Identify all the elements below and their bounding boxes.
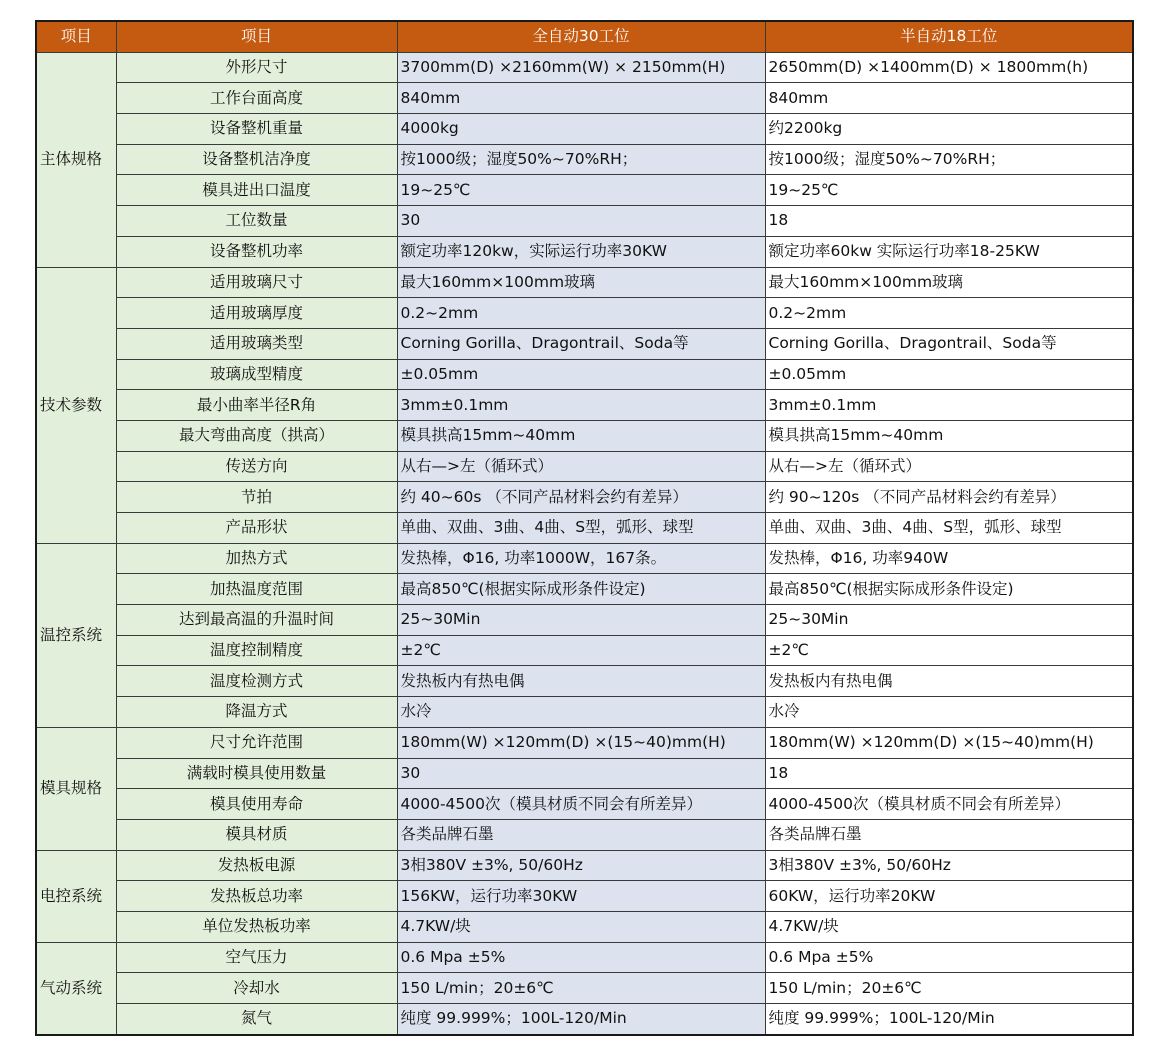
spec-table <box>35 20 1134 1036</box>
semi-auto-value-cell: 4.7KW/块 <box>765 911 1133 942</box>
header-full-auto-30: 全自动30工位 <box>397 21 765 52</box>
full-auto-value-cell: 0.2~2mm <box>397 298 765 329</box>
full-auto-value-cell: 0.6 Mpa ±5% <box>397 942 765 973</box>
item-name-cell: 模具进出口温度 <box>116 175 397 206</box>
full-auto-value-cell: 30 <box>397 758 765 789</box>
full-auto-value-cell: Corning Gorilla、Dragontrail、Soda等 <box>397 328 765 359</box>
table-row <box>36 574 1133 605</box>
full-auto-value-cell: 4000-4500次（模具材质不同会有所差异） <box>397 789 765 820</box>
semi-auto-value-cell: 4000-4500次（模具材质不同会有所差异） <box>765 789 1133 820</box>
item-name-cell: 温度检测方式 <box>116 666 397 697</box>
full-auto-value-cell: 3mm±0.1mm <box>397 390 765 421</box>
table-row <box>36 727 1133 758</box>
table-row <box>36 451 1133 482</box>
full-auto-value-cell: 额定功率120kw，实际运行功率30KW <box>397 236 765 267</box>
semi-auto-value-cell: 2650mm(D) ×1400mm(D) × 1800mm(h) <box>765 52 1133 83</box>
item-name-cell: 满载时模具使用数量 <box>116 758 397 789</box>
semi-auto-value-cell: 0.2~2mm <box>765 298 1133 329</box>
table-row <box>36 144 1133 175</box>
semi-auto-value-cell: 各类品牌石墨 <box>765 819 1133 850</box>
semi-auto-value-cell: ±2℃ <box>765 635 1133 666</box>
item-name-cell: 发热板电源 <box>116 850 397 881</box>
item-name-cell: 产品形状 <box>116 513 397 544</box>
semi-auto-value-cell: 从右—>左（循环式） <box>765 451 1133 482</box>
semi-auto-value-cell: 18 <box>765 758 1133 789</box>
full-auto-value-cell: 单曲、双曲、3曲、4曲、S型，弧形、球型 <box>397 513 765 544</box>
semi-auto-value-cell: 840mm <box>765 83 1133 114</box>
semi-auto-value-cell: 19~25℃ <box>765 175 1133 206</box>
header-semi-auto-18: 半自动18工位 <box>765 21 1133 52</box>
full-auto-value-cell: 最高850℃(根据实际成形条件设定) <box>397 574 765 605</box>
table-row <box>36 942 1133 973</box>
table-row <box>36 543 1133 574</box>
full-auto-value-cell: 3700mm(D) ×2160mm(W) × 2150mm(H) <box>397 52 765 83</box>
semi-auto-value-cell: 150 L/min；20±6℃ <box>765 973 1133 1004</box>
full-auto-value-cell: 约 40~60s （不同产品材料会约有差异） <box>397 482 765 513</box>
table-row <box>36 850 1133 881</box>
item-name-cell: 外形尺寸 <box>116 52 397 83</box>
full-auto-value-cell: 发热板内有热电偶 <box>397 666 765 697</box>
semi-auto-value-cell: 60KW，运行功率20KW <box>765 881 1133 912</box>
table-row <box>36 298 1133 329</box>
table-row <box>36 390 1133 421</box>
table-row <box>36 605 1133 636</box>
semi-auto-value-cell: 0.6 Mpa ±5% <box>765 942 1133 973</box>
full-auto-value-cell: 4000kg <box>397 114 765 145</box>
full-auto-value-cell: 各类品牌石墨 <box>397 819 765 850</box>
item-name-cell: 传送方向 <box>116 451 397 482</box>
item-name-cell: 氮气 <box>116 1004 397 1035</box>
semi-auto-value-cell: 纯度 99.999%；100L-120/Min <box>765 1004 1133 1035</box>
table-row <box>36 482 1133 513</box>
item-name-cell: 节拍 <box>116 482 397 513</box>
header-row <box>36 21 1133 52</box>
semi-auto-value-cell: 额定功率60kw 实际运行功率18-25KW <box>765 236 1133 267</box>
full-auto-value-cell: 模具拱高15mm~40mm <box>397 420 765 451</box>
semi-auto-value-cell: 3相380V ±3%, 50/60Hz <box>765 850 1133 881</box>
semi-auto-value-cell: ±0.05mm <box>765 359 1133 390</box>
item-name-cell: 加热方式 <box>116 543 397 574</box>
item-name-cell: 设备整机功率 <box>116 236 397 267</box>
table-row <box>36 359 1133 390</box>
full-auto-value-cell: 19~25℃ <box>397 175 765 206</box>
full-auto-value-cell: 25~30Min <box>397 605 765 636</box>
item-name-cell: 尺寸允许范围 <box>116 727 397 758</box>
semi-auto-value-cell: 发热棒，Φ16, 功率940W <box>765 543 1133 574</box>
full-auto-value-cell: 从右—>左（循环式） <box>397 451 765 482</box>
group-label: 模具规格 <box>36 727 116 850</box>
full-auto-value-cell: 最大160mm×100mm玻璃 <box>397 267 765 298</box>
item-name-cell: 模具使用寿命 <box>116 789 397 820</box>
item-name-cell: 工位数量 <box>116 206 397 237</box>
table-row <box>36 236 1133 267</box>
spec-table-body <box>36 52 1133 1035</box>
semi-auto-value-cell: 约2200kg <box>765 114 1133 145</box>
semi-auto-value-cell: 最大160mm×100mm玻璃 <box>765 267 1133 298</box>
item-name-cell: 温度控制精度 <box>116 635 397 666</box>
table-row <box>36 1004 1133 1035</box>
table-row <box>36 789 1133 820</box>
group-label: 电控系统 <box>36 850 116 942</box>
item-name-cell: 发热板总功率 <box>116 881 397 912</box>
full-auto-value-cell: 30 <box>397 206 765 237</box>
item-name-cell: 适用玻璃类型 <box>116 328 397 359</box>
semi-auto-value-cell: 3mm±0.1mm <box>765 390 1133 421</box>
item-name-cell: 空气压力 <box>116 942 397 973</box>
full-auto-value-cell: ±0.05mm <box>397 359 765 390</box>
group-label: 主体规格 <box>36 52 116 267</box>
semi-auto-value-cell: 按1000级；湿度50%~70%RH； <box>765 144 1133 175</box>
table-row <box>36 513 1133 544</box>
table-row <box>36 697 1133 728</box>
table-row <box>36 52 1133 83</box>
item-name-cell: 最大弯曲高度（拱高） <box>116 420 397 451</box>
full-auto-value-cell: 840mm <box>397 83 765 114</box>
item-name-cell: 模具材质 <box>116 819 397 850</box>
full-auto-value-cell: 按1000级；湿度50%~70%RH； <box>397 144 765 175</box>
table-row <box>36 175 1133 206</box>
table-row <box>36 973 1133 1004</box>
semi-auto-value-cell: 约 90~120s （不同产品材料会约有差异） <box>765 482 1133 513</box>
item-name-cell: 加热温度范围 <box>116 574 397 605</box>
item-name-cell: 达到最高温的升温时间 <box>116 605 397 636</box>
semi-auto-value-cell: 25~30Min <box>765 605 1133 636</box>
item-name-cell: 设备整机洁净度 <box>116 144 397 175</box>
table-row <box>36 206 1133 237</box>
semi-auto-value-cell: 水冷 <box>765 697 1133 728</box>
full-auto-value-cell: 180mm(W) ×120mm(D) ×(15~40)mm(H) <box>397 727 765 758</box>
full-auto-value-cell: 156KW，运行功率30KW <box>397 881 765 912</box>
group-label: 技术参数 <box>36 267 116 543</box>
table-row <box>36 758 1133 789</box>
item-name-cell: 设备整机重量 <box>116 114 397 145</box>
semi-auto-value-cell: Corning Gorilla、Dragontrail、Soda等 <box>765 328 1133 359</box>
semi-auto-value-cell: 180mm(W) ×120mm(D) ×(15~40)mm(H) <box>765 727 1133 758</box>
table-row <box>36 911 1133 942</box>
table-row <box>36 328 1133 359</box>
semi-auto-value-cell: 最高850℃(根据实际成形条件设定) <box>765 574 1133 605</box>
full-auto-value-cell: 水冷 <box>397 697 765 728</box>
semi-auto-value-cell: 发热板内有热电偶 <box>765 666 1133 697</box>
item-name-cell: 适用玻璃厚度 <box>116 298 397 329</box>
table-row <box>36 635 1133 666</box>
group-label: 温控系统 <box>36 543 116 727</box>
table-row <box>36 83 1133 114</box>
table-row <box>36 819 1133 850</box>
full-auto-value-cell: 4.7KW/块 <box>397 911 765 942</box>
semi-auto-value-cell: 18 <box>765 206 1133 237</box>
header-category: 项目 <box>36 21 116 52</box>
item-name-cell: 冷却水 <box>116 973 397 1004</box>
full-auto-value-cell: 纯度 99.999%；100L-120/Min <box>397 1004 765 1035</box>
full-auto-value-cell: 发热棒，Φ16, 功率1000W，167条。 <box>397 543 765 574</box>
header-item: 项目 <box>116 21 397 52</box>
item-name-cell: 降温方式 <box>116 697 397 728</box>
item-name-cell: 单位发热板功率 <box>116 911 397 942</box>
item-name-cell: 工作台面高度 <box>116 83 397 114</box>
table-row <box>36 666 1133 697</box>
item-name-cell: 最小曲率半径R角 <box>116 390 397 421</box>
table-row <box>36 267 1133 298</box>
semi-auto-value-cell: 模具拱高15mm~40mm <box>765 420 1133 451</box>
full-auto-value-cell: ±2℃ <box>397 635 765 666</box>
table-row <box>36 420 1133 451</box>
item-name-cell: 适用玻璃尺寸 <box>116 267 397 298</box>
table-row <box>36 881 1133 912</box>
full-auto-value-cell: 150 L/min；20±6℃ <box>397 973 765 1004</box>
item-name-cell: 玻璃成型精度 <box>116 359 397 390</box>
full-auto-value-cell: 3相380V ±3%, 50/60Hz <box>397 850 765 881</box>
group-label: 气动系统 <box>36 942 116 1035</box>
table-row <box>36 114 1133 145</box>
semi-auto-value-cell: 单曲、双曲、3曲、4曲、S型，弧形、球型 <box>765 513 1133 544</box>
